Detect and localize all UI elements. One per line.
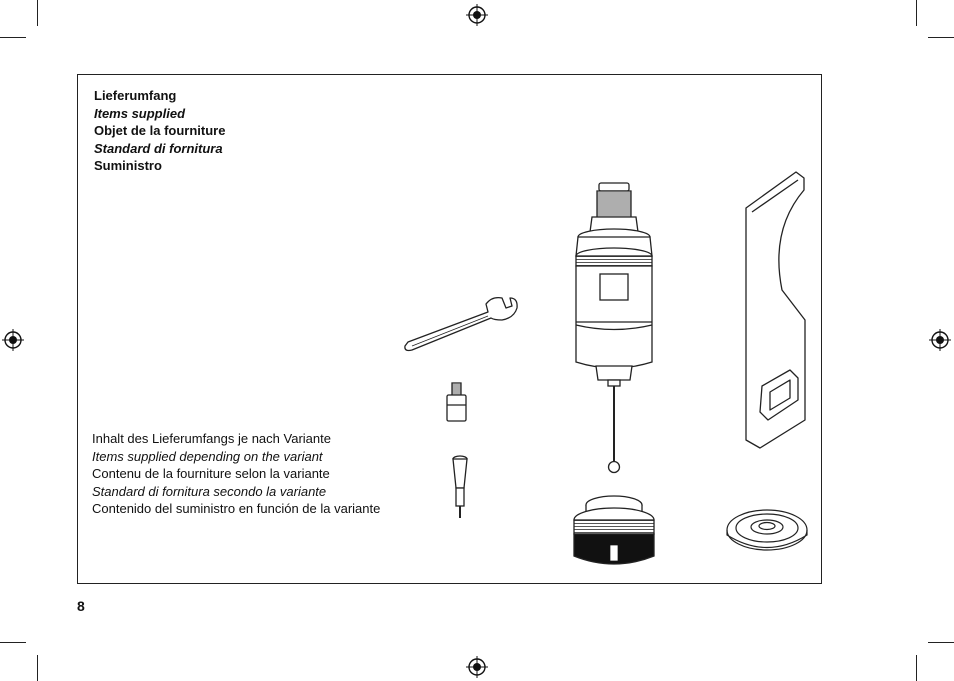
heading-fr: Objet de la fourniture <box>94 123 226 138</box>
disc-icon <box>727 510 807 550</box>
variant-de: Inhalt des Lieferumfangs je nach Variante <box>92 431 331 446</box>
variant-fr: Contenu de la fourniture selon la variante <box>92 466 330 481</box>
page-number: 8 <box>77 598 85 614</box>
heading-es: Suministro <box>94 158 162 173</box>
stylus-icon <box>453 456 467 518</box>
variant-it: Standard di fornitura secondo la variante <box>92 483 327 499</box>
adapter-icon <box>447 383 466 421</box>
wrench-icon <box>405 298 517 351</box>
variant-es: Contenido del suministro en función de la variante <box>92 501 381 516</box>
heading-it: Standard di fornitura <box>94 140 223 156</box>
touch-probe-icon <box>576 183 652 473</box>
mounting-bracket-icon <box>746 172 805 448</box>
heading-de: Lieferumfang <box>94 88 177 103</box>
holder-ring-icon <box>574 496 654 564</box>
variant-en: Items supplied depending on the variant <box>92 448 323 464</box>
heading-en: Items supplied <box>94 105 186 121</box>
